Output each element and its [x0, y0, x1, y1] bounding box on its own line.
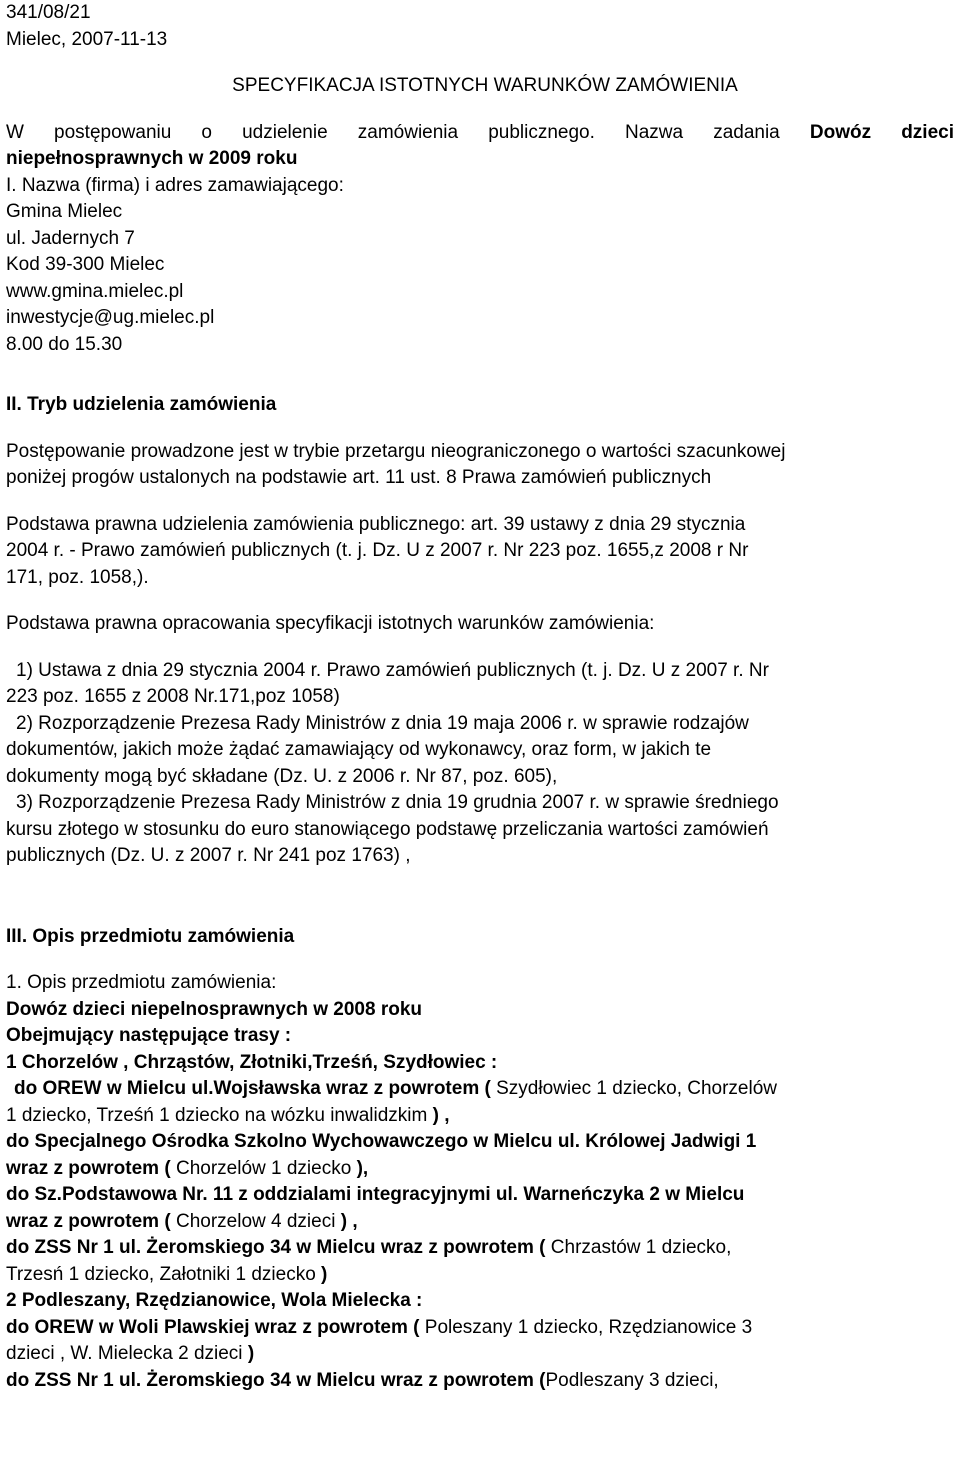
intro-line-2: niepełnosprawnych w 2009 roku: [6, 148, 298, 169]
legal-basis-line: 2004 r. - Prawo zamówień publicznych (t. j. Dz. U z 2007 r. Nr 223 poz. 1655,z 2008 r Nr: [6, 540, 749, 561]
place-and-date: Mielec, 2007-11-13: [6, 28, 168, 50]
route-line: do Specjalnego Ośrodka Szkolno Wychowawczego w Mielcu ul. Królowej Jadwigi 1: [6, 1131, 757, 1152]
route-line: wraz z powrotem ( Chorzelow 4 dzieci ) ,: [6, 1210, 358, 1232]
spec-basis-line: Podstawa prawna opracowania specyfikacji istotnych warunków zamówienia:: [6, 613, 655, 634]
intro-line-1: W postępowaniu o udzielenie zamówienia publicznego. Nazwa zadania Dowóz dzieci: [6, 121, 954, 143]
legal-item-line: 3) Rozporządzenie Prezesa Rady Ministrów z dnia 19 grudnia 2007 r. w sprawie średniego: [16, 792, 779, 813]
address-line: Gmina Mielec: [6, 201, 123, 222]
route-line: do ZSS Nr 1 ul. Żeromskiego 34 w Mielcu wraz z powrotem (Podleszany 3 dzieci,: [6, 1369, 719, 1391]
route-line: do ZSS Nr 1 ul. Żeromskiego 34 w Mielcu wraz z powrotem ( Chrzastów 1 dziecko,: [6, 1237, 732, 1258]
route-line: wraz z powrotem ( Chorzelów 1 dziecko ),: [6, 1157, 369, 1179]
subject-subheading: 1. Opis przedmiotu zamówienia:: [6, 972, 277, 993]
procedure-line: Postępowanie prowadzone jest w trybie przetargu nieograniczonego o wartości szacunkowej: [6, 440, 786, 462]
legal-item-line: 2) Rozporządzenie Prezesa Rady Ministrów z dnia 19 maja 2006 r. w sprawie rodzajów: [16, 712, 749, 734]
route-line: dzieci , W. Mielecka 2 dzieci ): [6, 1343, 255, 1364]
route-line: do Sz.Podstawowa Nr. 11 z oddzialami integracyjnymi ul. Warneńczyka 2 w Mielcu: [6, 1184, 745, 1205]
section-2-heading: II. Tryb udzielenia zamówienia: [6, 394, 277, 415]
address-line: inwestycje@ug.mielec.pl: [6, 307, 215, 328]
route-line: do OREW w Woli Plawskiej wraz z powrotem ( Poleszany 1 dziecko, Rzędzianowice 3: [6, 1316, 753, 1338]
address-line: www.gmina.mielec.pl: [6, 280, 184, 302]
legal-basis-line: 171, poz. 1058,).: [6, 566, 149, 588]
section-1-heading: I. Nazwa (firma) i adres zamawiającego:: [6, 174, 344, 196]
route-heading: 2 Podleszany, Rzędzianowice, Wola Mielecka :: [6, 1290, 423, 1311]
legal-item-line: 223 poz. 1655 z 2008 Nr.171,poz 1058): [6, 686, 340, 707]
subject-line: Dowóz dzieci niepelnosprawnych w 2008 roku: [6, 998, 422, 1020]
route-line: do OREW w Mielcu ul.Wojsławska wraz z powrotem ( Szydłowiec 1 dziecko, Chorzelów: [14, 1078, 778, 1099]
legal-item-line: kursu złotego w stosunku do euro stanowiącego podstawę przeliczania wartości zamówień: [6, 818, 769, 840]
route-line: 1 dziecko, Trześń 1 dziecko na wózku inwalidzkim ) ,: [6, 1104, 450, 1126]
section-3-heading: III. Opis przedmiotu zamówienia: [6, 925, 295, 947]
legal-item-line: publicznych (Dz. U. z 2007 r. Nr 241 poz 1763) ,: [6, 845, 411, 866]
document-reference: 341/08/21: [6, 2, 91, 23]
subject-line: Obejmujący następujące trasy :: [6, 1025, 292, 1046]
legal-item-line: 1) Ustawa z dnia 29 stycznia 2004 r. Prawo zamówień publicznych (t. j. Dz. U z 2007 r. Nr: [16, 659, 769, 681]
route-line: Trzesń 1 dziecko, Załotniki 1 dziecko ): [6, 1263, 328, 1285]
address-line: Kod 39-300 Mielec: [6, 254, 165, 275]
legal-item-line: dokumenty mogą być składane (Dz. U. z 2006 r. Nr 87, poz. 605),: [6, 765, 558, 787]
procedure-line: poniżej progów ustalonych na podstawie art. 11 ust. 8 Prawa zamówień publicznych: [6, 467, 712, 488]
legal-item-line: dokumentów, jakich może żądać zamawiający od wykonawcy, oraz form, w jakich te: [6, 739, 712, 760]
address-line: 8.00 do 15.30: [6, 333, 123, 355]
address-line: ul. Jadernych 7: [6, 227, 135, 249]
document-title: SPECYFIKACJA ISTOTNYCH WARUNKÓW ZAMÓWIENIA: [232, 75, 738, 96]
legal-basis-line: Podstawa prawna udzielenia zamówienia publicznego: art. 39 ustawy z dnia 29 stycznia: [6, 513, 746, 535]
route-heading: 1 Chorzelów , Chrząstów, Złotniki,Trześń, Szydłowiec :: [6, 1051, 498, 1073]
